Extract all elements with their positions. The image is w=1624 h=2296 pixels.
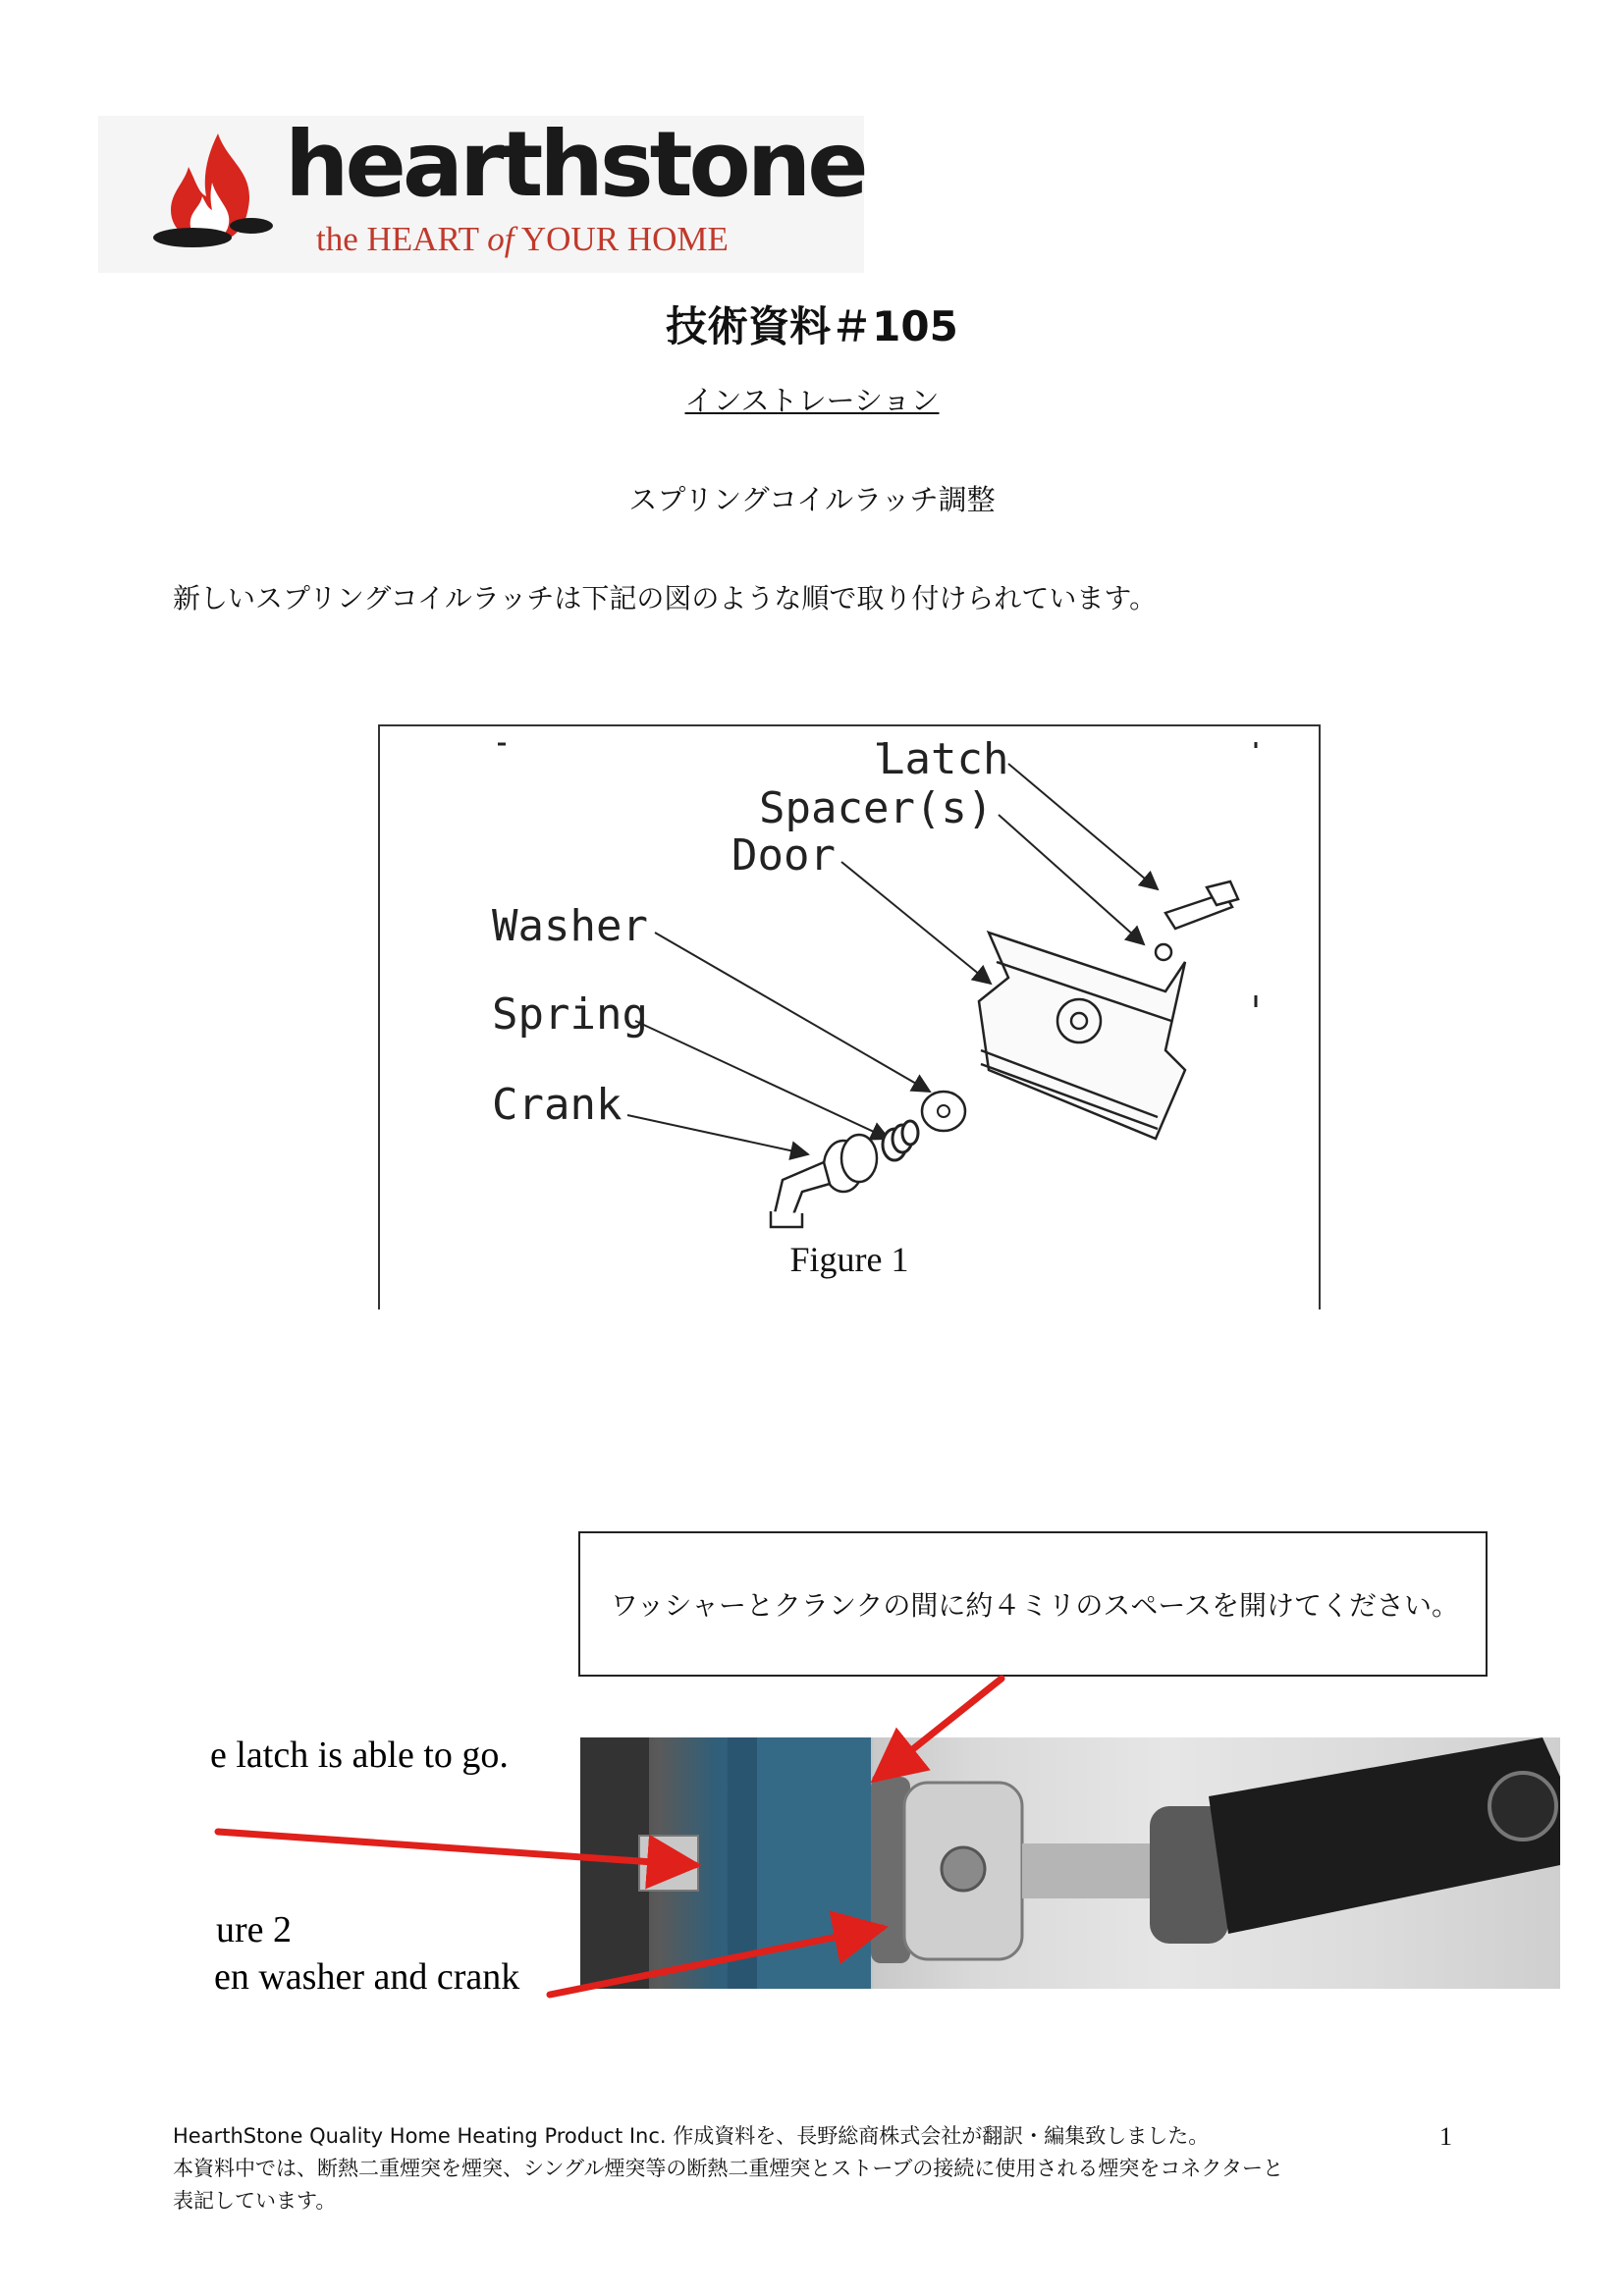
leader-spacers (999, 815, 1144, 944)
label-door: Door (731, 830, 836, 881)
leader-latch (1008, 764, 1158, 889)
leader-washer (655, 933, 930, 1092)
footer (173, 2120, 1449, 2217)
figure-2-fragment-2: ure 2 (216, 1909, 293, 1950)
hearthstone-logo (98, 112, 865, 273)
brand-name: hearthstone (285, 112, 865, 217)
footer-line-3: 表記しています。 (173, 2189, 337, 2213)
document-title: 技術資料＃105 (666, 302, 958, 350)
document-subtitle: インストレーション (684, 384, 940, 417)
latch-assembly-drawing (380, 726, 1319, 1309)
washer-part (922, 1092, 965, 1131)
label-spring: Spring (492, 989, 648, 1040)
label-crank: Crank (492, 1080, 623, 1130)
door-part (979, 933, 1185, 1139)
label-washer: Washer (492, 901, 648, 951)
leader-spring (635, 1021, 889, 1139)
figure-2-fragment-1: e latch is able to go. (210, 1735, 509, 1776)
brand-tagline: the HEART of YOUR HOME (316, 220, 729, 258)
flame-icon (149, 124, 277, 261)
footer-line-1: HearthStone Quality Home Heating Product Inc. 作成資料を、長野総商株式会社が翻訳・編集致しました。 (173, 2124, 1210, 2148)
label-spacers: Spacer(s) (759, 783, 994, 833)
footer-line-2: 本資料中では、断熱二重煙突を煙突、シングル煙突等の断熱二重煙突とストーブの接続に使用される煙突をコネクターと (173, 2157, 1283, 2180)
leader-crank (627, 1115, 808, 1154)
intro-paragraph: 新しいスプリングコイルラッチは下記の図のような順で取り付けられています。 (173, 582, 1158, 614)
spring-part (883, 1121, 918, 1160)
section-heading: スプリングコイルラッチ調整 (628, 483, 996, 516)
latch-photo-drawing (580, 1737, 1560, 1989)
spacer-part (1156, 944, 1171, 960)
crank-part (771, 1135, 877, 1227)
figure-2-fragment-3: en washer and crank (214, 1956, 520, 1998)
figure-1-caption: Figure 1 (789, 1240, 909, 1279)
figure-2-photo (580, 1737, 1560, 1989)
note-box (578, 1531, 1488, 1677)
figure-1-diagram (378, 724, 1321, 1309)
leader-door (841, 862, 991, 984)
label-latch: Latch (879, 734, 1009, 784)
latch-part (1165, 881, 1238, 929)
note-text: ワッシャーとクランクの間に約４ミリのスペースを開けてください。 (610, 1589, 1460, 1622)
page-number: 1 (1439, 2122, 1452, 2151)
